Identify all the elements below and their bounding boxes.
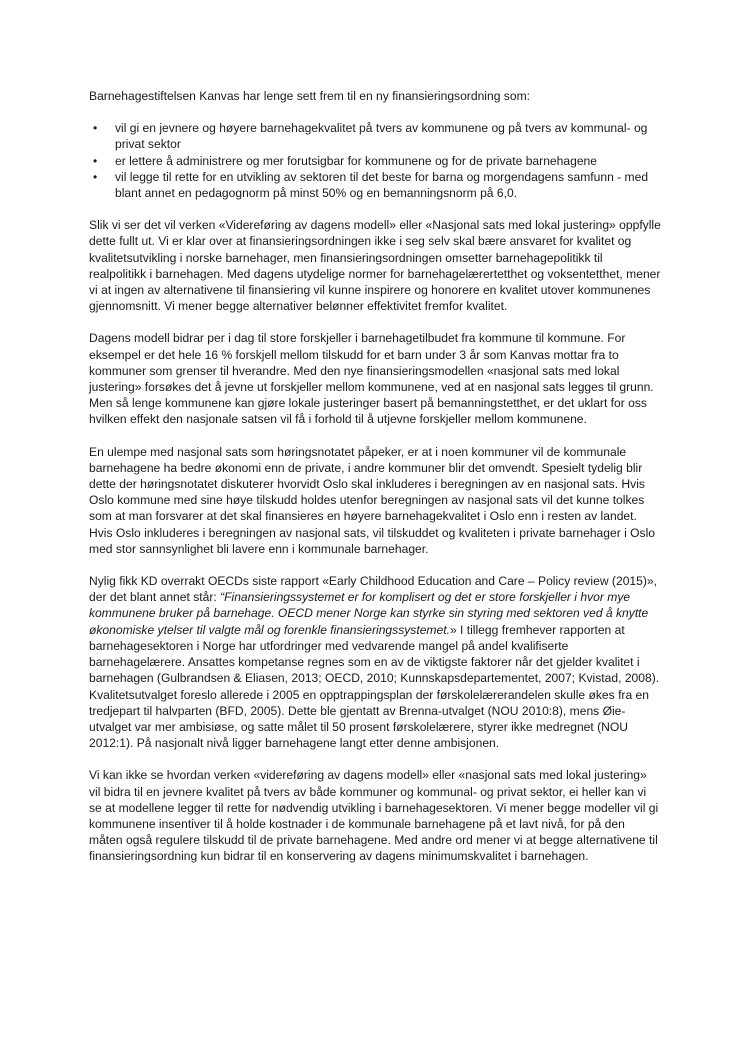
bullet-icon: •: [93, 169, 98, 184]
paragraph-conclusion: Vi kan ikke se hvordan verken «videreføring av dagens modell» eller «nasjonal sats med lokal justering» vil bidra til en jevnere kvalitet på tvers av både kommuner og kommunal- og privat sektor, ei heller kan vi se at modellene legger til rette for nødvendig utvikling i barnehagesektoren. Vi mener begge modeller vil gi kommunene insentiver til å holde kostnader i de kommunale barnehagene på et lavt nivå, for på den måten også regulere tilskudd til de private barnehagene. Med andre ord mener vi at begge alternativene til finansieringsordning kun bidrar til en konservering av dagens minimumskvalitet i barnehagen.: [89, 768, 659, 864]
bullet-icon: •: [93, 121, 98, 136]
paragraph-alternatives: Slik vi ser det vil verken «Videreføring av dagens modell» eller «Nasjonal sats med lokal justering» oppfylle dette fullt ut. Vi er klar over at finansieringsordningen ikke i seg selv skal bære ansvaret for kvalitet og kvalitetsutvikling i norske barnehager, men finansieringsordningen omsetter barnehagepolitikk til realpolitikk i barnehagen. Med dagens utydelige normer for barnehagelærertetthet og voksentetthet, mener vi at ingen av alternativene til finansiering vil kunne inspirere og honorere en kvalitet utover kommunenes gjennomsnitt. Vi mener begge alternativer belønner effektivitet fremfor kvalitet.: [89, 218, 661, 314]
paragraph-national-rate: En ulempe med nasjonal sats som høringsnotatet påpeker, er at i noen kommuner vil de kommunale barnehagene ha bedre økonomi enn de private, i andre kommuner blir det omvendt. Spesielt tydelig blir dette der høringsnotatet diskuterer hvorvidt Oslo skal inkluderes i beregningen av en nasjonal sats. Hvis Oslo kommune med sine høye tilskudd holdes utenfor beregningen av nasjonal sats vil det kunne tolkes som at man forsvarer at det skal finansieres en høyere barnehagekvalitet i Oslo enn i resten av landet. Hvis Oslo inkluderes i beregningen av nasjonal sats, vil tilskuddet og kvaliteten i private barnehager i Oslo med stor sannsynlighet bli lavere enn i kommunale barnehager.: [89, 444, 656, 556]
paragraph-current-model: Dagens modell bidrar per i dag til store forskjeller i barnehagetilbudet fra kommune til kommune. For eksempel er det hele 16 % forskjell mellom tilskudd for et barn under 3 år som Kanvas mottar fra to kommuner som grenser til hverandre. Med den nye finansieringsmodellen «nasjonal sats med lokal justering» forsøkes det å jevne ut forskjeller mellom kommunene, ved at en nasjonal sats legges til grunn. Men så lenge kommunene kan gjøre lokale justeringer basert på bemanningstetthet, er det uklart for oss hvilken effekt den nasjonale satsen vil få i forhold til å utjevne forskjeller mellom kommunene.: [89, 331, 654, 427]
document-body: [89, 88, 661, 881]
list-item: • vil legge til rette for en utvikling av sektoren til det beste for barna og morgendagens samfunn - med blant annet en pedagognorm på minst 50% og en bemanningsnorm på 6,0.: [93, 169, 649, 201]
oecd-quote: “Finansieringssystemet er for komplisert og det er store forskjeller i hvor mye kommunene bruker på barnehage. OECD mener Norge kan styrke sin styring med sektoren ved å knytte økonomiske ytelser til valgte mål og forenkle finansieringssystemet.: [89, 590, 649, 637]
intro-paragraph: Barnehagestiftelsen Kanvas har lenge sett frem til en ny finansieringsordning som:: [89, 89, 530, 103]
list-item: • er lettere å administrere og mer forutsigbar for kommunene og for de private barnehagene: [93, 153, 597, 168]
bullet-icon: •: [93, 153, 98, 168]
paragraph-oecd: Nylig fikk KD overrakt OECDs siste rapport «Early Childhood Education and Care – Policy review (2015)», der det blant annet står: “Finansieringssystemet er for komplisert og det er store forskjeller i hvor mye kommunene bruker på barnehage. OECD mener Norge kan styrke sin styring med sektoren ved å knytte økonomiske ytelser til valgte mål og forenkle finansieringssystemet.» I tillegg fremhever rapporten at barnehagesektoren i Norge har utfordringer med vedvarende mangel på andel kvalifiserte barnehagelærere. Ansattes kompetanse regnes som en av de viktigste faktorer når det gjelder kvalitet i barnehagen (Gulbrandsen & Eliasen, 2013; OECD, 2010; Kunnskapsdepartementet, 2007; Kvistad, 2008). Kvalitetsutvalget foreslo allerede i 2005 en opptrappingsplan der førskolelærerandelen skulle økes fra en tredjepart til halvparten (BFD, 2005). Dette ble gjentatt av Brenna-utvalget (NOU 2010:8), mens Øie-utvalget var mer ambisiøse, og satte målet til 50 prosent førskolelærere, styrer ikke medregnet (NOU 2012:1). På nasjonalt nivå ligger barnehagene langt etter denne ambisjonen.: [89, 574, 660, 751]
requirements-list: [89, 120, 661, 201]
list-item: • vil gi en jevnere og høyere barnehagekvalitet på tvers av kommunene og på tvers av kommunal- og privat sektor: [93, 121, 648, 152]
